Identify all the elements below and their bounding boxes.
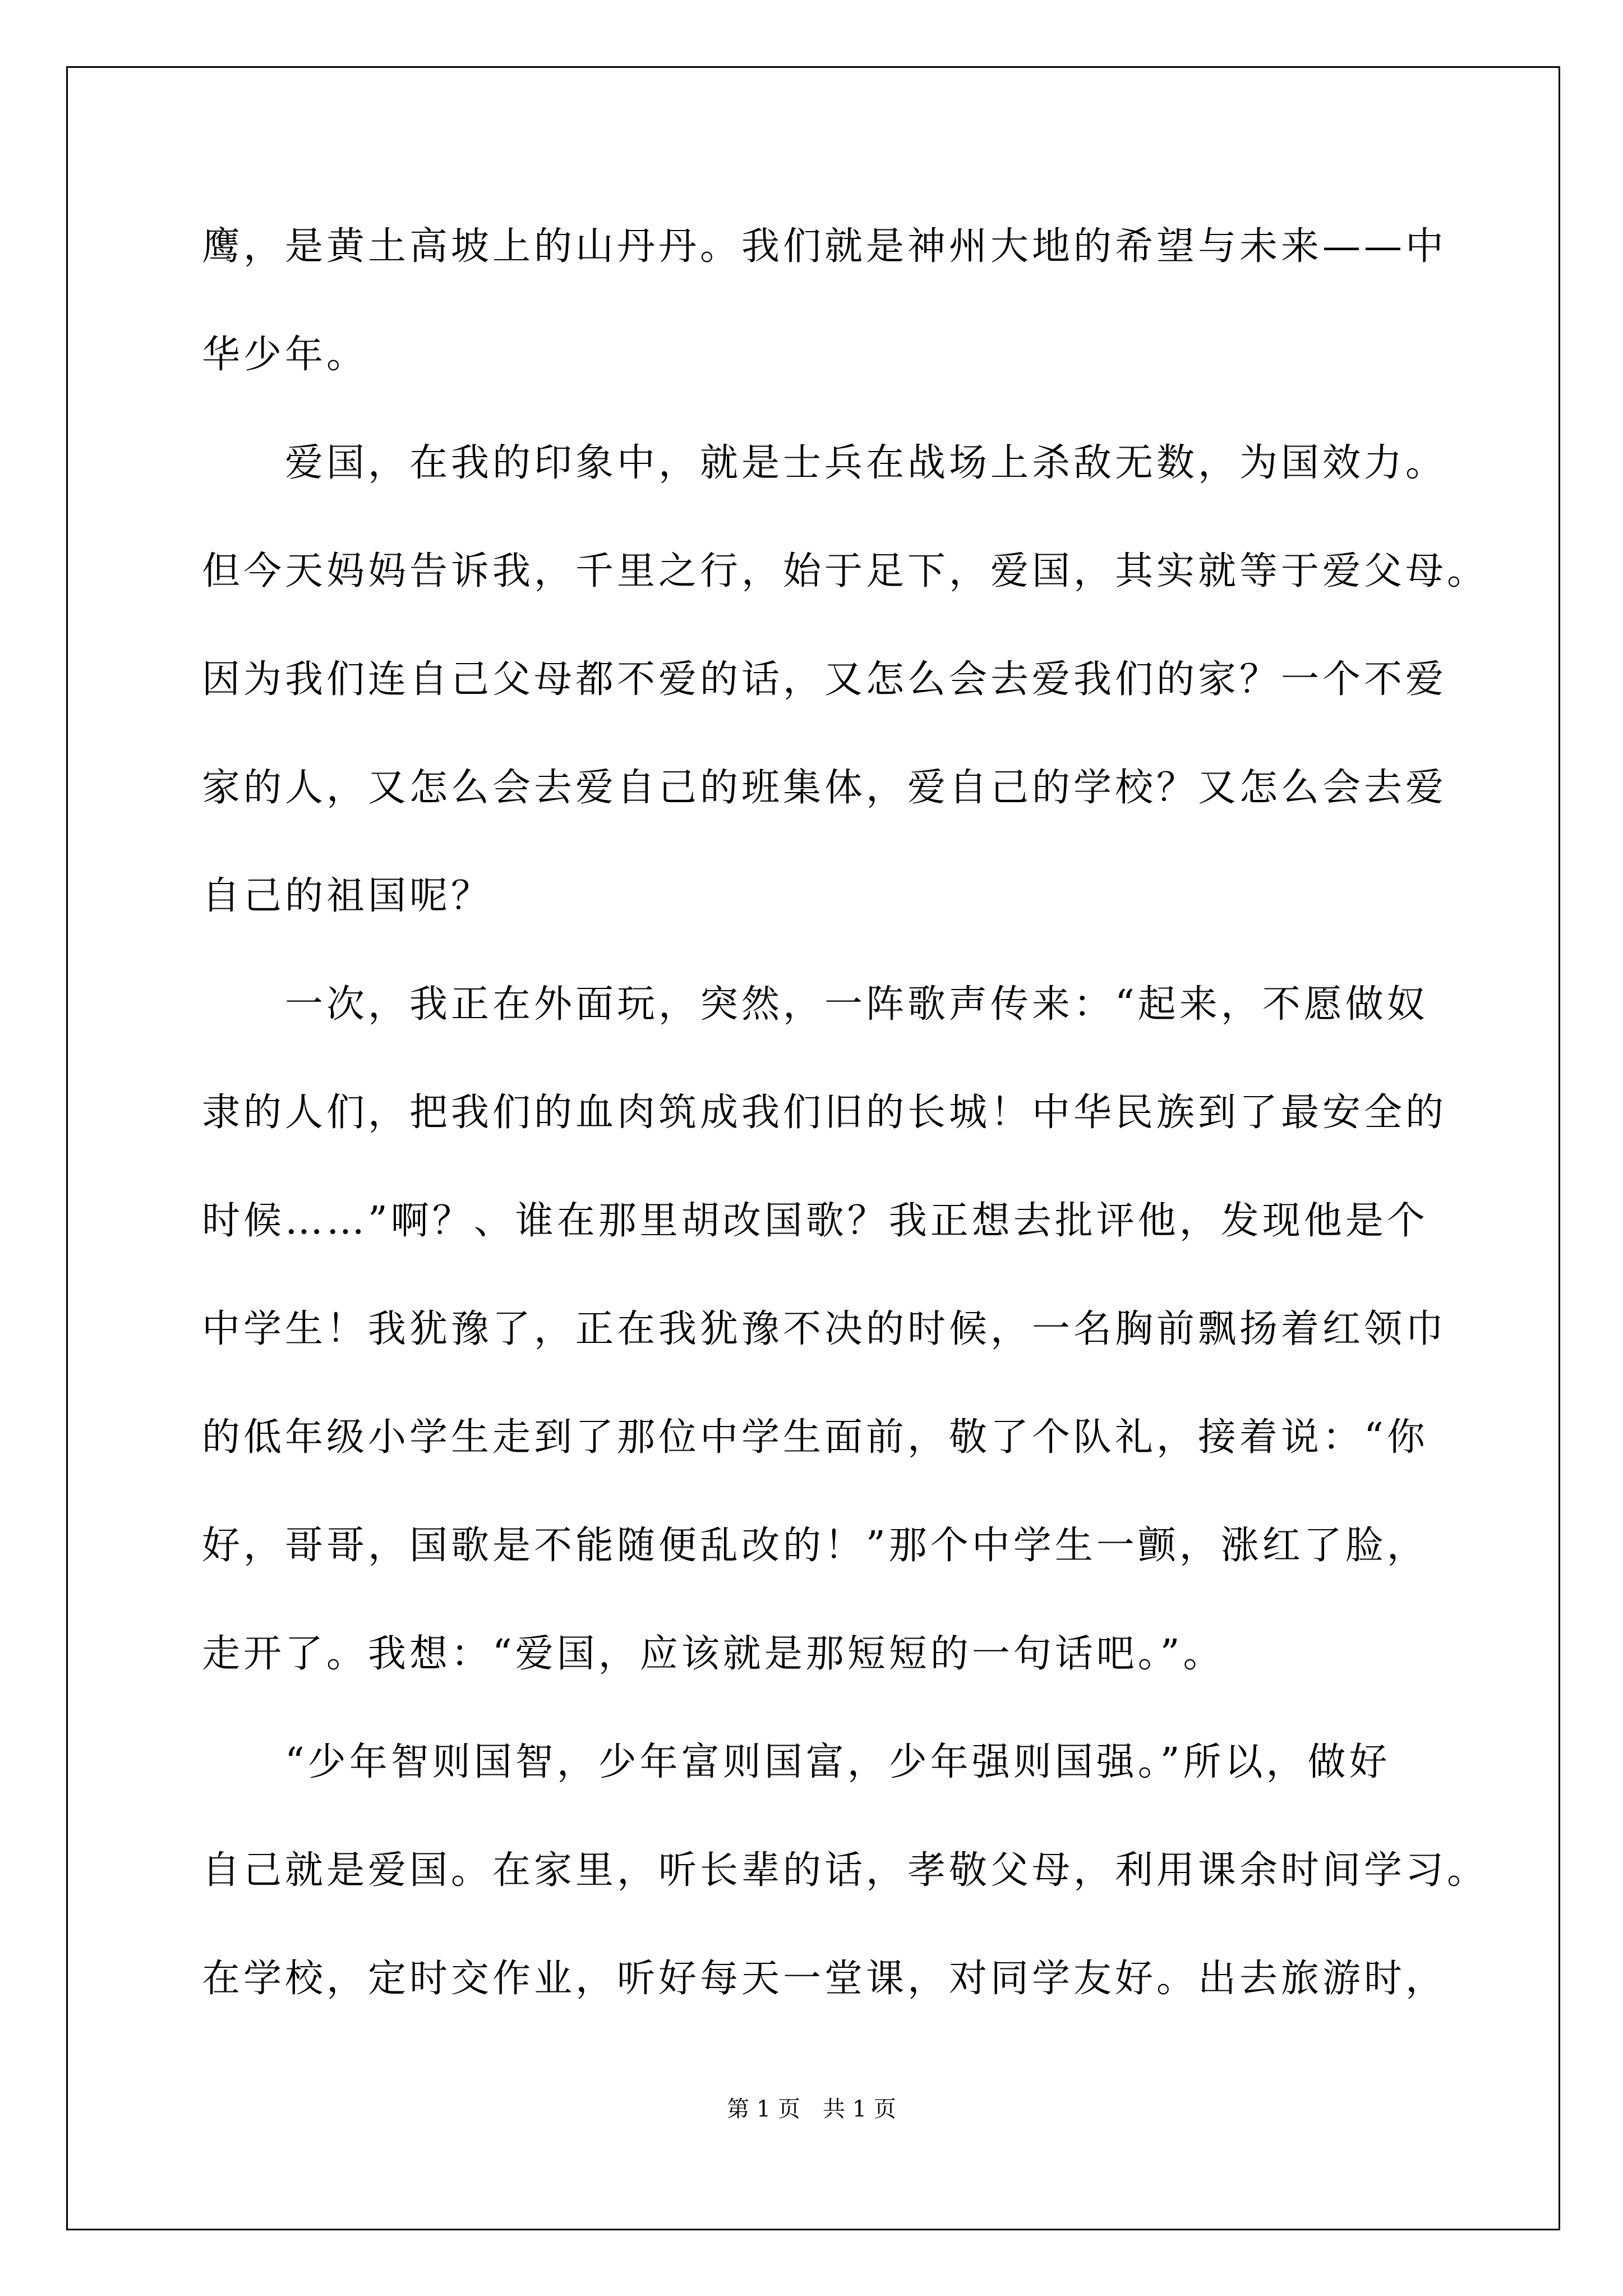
text-line: “少年智则国智，少年富则国富，少年强则国强。”所以，做好 bbox=[202, 1740, 1391, 1784]
text-line: 隶的人们，把我们的血肉筑成我们旧的长城！中华民族到了最安全的 bbox=[202, 1091, 1447, 1135]
page-border bbox=[66, 66, 1560, 2230]
text-line: 但今天妈妈告诉我，千里之行，始于足下，爱国，其实就等于爱父母。 bbox=[202, 549, 1489, 593]
text-line: 好，哥哥，国歌是不能随便乱改的！”那个中学生一颤，涨红了脸， bbox=[202, 1524, 1428, 1568]
text-line: 时候……”啊？、谁在那里胡改国歌？我正想去批评他，发现他是个 bbox=[202, 1199, 1428, 1243]
text-line: 自己就是爱国。在家里，听长辈的话，孝敬父母，利用课余时间学习。 bbox=[202, 1848, 1489, 1893]
text-line: 爱国，在我的印象中，就是士兵在战场上杀敌无数，为国效力。 bbox=[202, 441, 1447, 485]
text-line: 一次，我正在外面玩，突然，一阵歌声传来：“起来，不愿做奴 bbox=[202, 982, 1428, 1027]
text-line: 因为我们连自己父母都不爱的话，又怎么会去爱我们的家？一个不爱 bbox=[202, 657, 1447, 702]
page-number-footer: 第 1 页 共 1 页 bbox=[727, 2096, 896, 2122]
text-line: 家的人，又怎么会去爱自己的班集体，爱自己的学校？又怎么会去爱 bbox=[202, 766, 1447, 810]
text-line: 自己的祖国呢？ bbox=[202, 874, 493, 918]
text-line: 鹰，是黄土高坡上的山丹丹。我们就是神州大地的希望与未来——中 bbox=[202, 224, 1447, 269]
text-line: 中学生！我犹豫了，正在我犹豫不决的时候，一名胸前飘扬着红领巾 bbox=[202, 1307, 1447, 1351]
text-line: 的低年级小学生走到了那位中学生面前，敬了个队礼，接着说：“你 bbox=[202, 1415, 1428, 1460]
text-line: 华少年。 bbox=[202, 333, 368, 377]
text-line: 走开了。我想：“爱国，应该就是那短短的一句话吧。”。 bbox=[202, 1632, 1225, 1676]
text-line: 在学校，定时交作业，听好每天一堂课，对同学友好。出去旅游时， bbox=[202, 1957, 1447, 2001]
